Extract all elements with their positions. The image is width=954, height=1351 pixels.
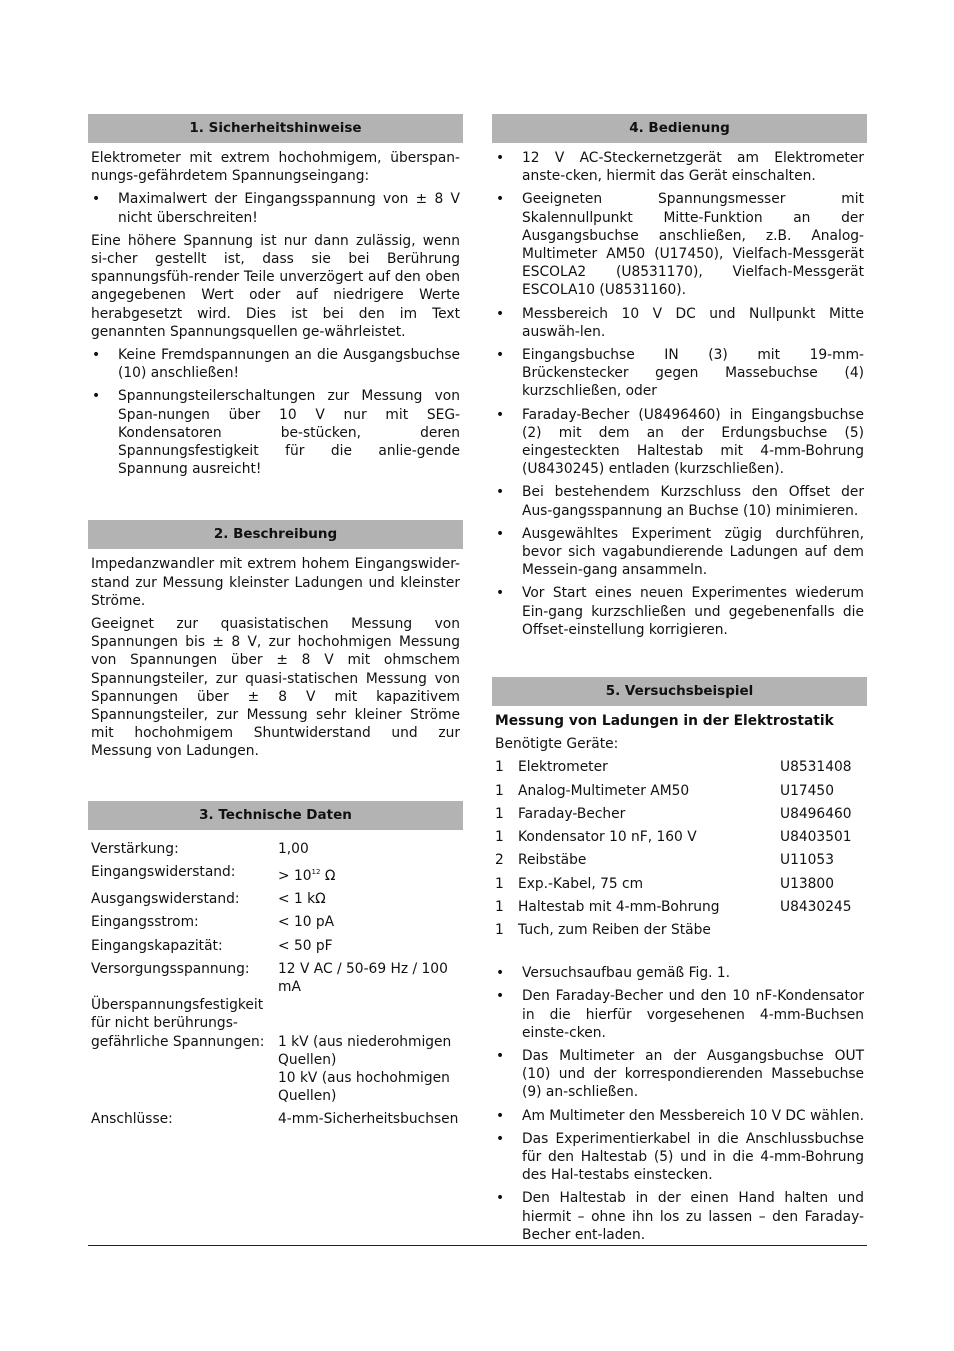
bullet-item: • Faraday-Becher (U8496460) in Eingangsbuchse (2) mit dem an der Erdungsbuchse (5) eingesteckten Haltestab mit 4-mm-Bohrung (U8430245) entladen (kurzschließen). bbox=[492, 406, 867, 479]
equipment-desc: Reibstäbe bbox=[518, 852, 587, 869]
equipment-code: U8403501 bbox=[780, 829, 852, 846]
section-operation bbox=[492, 114, 867, 639]
spec-value: 1 kV (aus niederohmigen Quellen) bbox=[278, 1033, 452, 1068]
spec-row bbox=[88, 913, 463, 931]
right-column bbox=[492, 114, 867, 1249]
equipment-desc: Tuch, zum Reiben der Stäbe bbox=[518, 921, 711, 938]
spec-value-unit: Ω bbox=[320, 867, 336, 884]
equipment-qty: 1 bbox=[495, 898, 504, 915]
equipment-qty: 1 bbox=[495, 829, 504, 846]
spec-label: Ausgangswiderstand: bbox=[91, 891, 240, 908]
equipment-row bbox=[492, 898, 867, 916]
section-heading: 4. Bedienung bbox=[492, 114, 867, 143]
bullet-item: • Am Multimeter den Messbereich 10 V DC wählen. bbox=[492, 1107, 867, 1125]
equipment-row bbox=[492, 875, 867, 893]
equipment-code: U8496460 bbox=[780, 805, 852, 822]
section-description bbox=[88, 520, 463, 760]
equipment-row bbox=[492, 805, 867, 823]
spec-label: Eingangswiderstand: bbox=[91, 863, 236, 880]
example-subtitle: Messung von Ladungen in der Elektrostatik bbox=[495, 713, 834, 730]
bullet-item: • Das Experimentierkabel in die Anschlussbuchse für den Haltestab (5) und in die 4-mm-Bohrung des Hal-testabs einstecken. bbox=[492, 1130, 867, 1185]
bullet-item: • Keine Fremdspannungen an die Ausgangsbuchse (10) anschließen! bbox=[88, 346, 463, 382]
equipment-code: U8531408 bbox=[780, 759, 852, 776]
spec-label: gefährliche Spannungen: bbox=[91, 1033, 265, 1050]
equipment-list bbox=[492, 758, 867, 939]
equipment-code: U17450 bbox=[780, 782, 834, 799]
equipment-desc: Elektrometer bbox=[518, 759, 608, 776]
equipment-qty: 1 bbox=[495, 921, 504, 938]
spec-value-exponent: 12 bbox=[311, 867, 321, 876]
section-heading: 3. Technische Daten bbox=[88, 801, 463, 830]
equipment-desc: Analog-Multimeter AM50 bbox=[518, 782, 690, 799]
bullet-item: • Messbereich 10 V DC und Nullpunkt Mitte auswäh-len. bbox=[492, 305, 867, 341]
spec-value: 1,00 bbox=[278, 840, 309, 857]
equipment-row bbox=[492, 828, 867, 846]
spec-overvoltage bbox=[88, 996, 463, 1105]
equipment-row bbox=[492, 851, 867, 869]
equipment-desc: Faraday-Becher bbox=[518, 805, 626, 822]
bullet-item: • Geeigneten Spannungsmesser mit Skalennullpunkt Mitte-Funktion an der Ausgangsbuchse anschließen, z.B. Analog-Multimeter AM50 (U17450), Vielfach-Messgerät ESCOLA2 (U8531170), Vielfach-Messgerät ESCOLA10 (U8531160). bbox=[492, 190, 867, 299]
paragraph: Impedanzwandler mit extrem hohem Eingangswider-stand zur Messung kleinster Ladungen und kleinster Ströme. bbox=[91, 556, 460, 609]
equipment-desc: Haltestab mit 4-mm-Bohrung bbox=[518, 898, 720, 915]
paragraph: Elektrometer mit extrem hochohmigem, überspan-nungs-gefährdetem Spannungseingang: bbox=[91, 150, 460, 185]
spec-label: Eingangskapazität: bbox=[91, 937, 223, 954]
spec-value: < 10 pA bbox=[278, 914, 335, 931]
spec-value-prefix: > 10 bbox=[278, 867, 312, 884]
spec-value: 12 V AC / 50-69 Hz / 100 mA bbox=[278, 960, 448, 995]
section-safety bbox=[88, 114, 463, 478]
equipment-desc: Kondensator 10 nF, 160 V bbox=[518, 829, 697, 846]
bullet-item: • Das Multimeter an der Ausgangsbuchse OUT (10) und der korrespondierenden Massebuchse (9) an-schließen. bbox=[492, 1047, 867, 1102]
bullet-item: • Vor Start eines neuen Experimentes wiederum Ein-gang kurzschließen und gegebenenfalls die Offset-einstellung korrigieren. bbox=[492, 584, 867, 639]
paragraph: Eine höhere Spannung ist nur dann zulässig, wenn si-cher gestellt ist, dass sie bei Berührung spannungsfüh-render Teile unverzögert auf den oben angegebenen Wert oder auf niedrigere Werte herabgesetzt wird. Dies ist bei den im Text genannten Spannungsquellen ge-währleistet. bbox=[91, 232, 460, 340]
spec-label: Überspannungsfestigkeit bbox=[91, 997, 264, 1014]
section-heading: 1. Sicherheitshinweise bbox=[88, 114, 463, 143]
spec-row bbox=[88, 863, 463, 885]
bullet-item: • Spannungsteilerschaltungen zur Messung von Span-nungen über 10 V nur mit SEG-Kondensatoren be-stücken, deren Spannungsfestigkeit für die anlie-gende Spannung ausreicht! bbox=[88, 387, 463, 478]
bullet-item: • Ausgewähltes Experiment zügig durchführen, bevor sich vagabundierende Ladungen auf dem Messein-gang ansammeln. bbox=[492, 525, 867, 580]
spec-row bbox=[88, 1110, 463, 1128]
equipment-code bbox=[780, 921, 864, 939]
spec-value: < 1 kΩ bbox=[278, 891, 326, 908]
equipment-qty: 1 bbox=[495, 782, 504, 799]
section-heading: 2. Beschreibung bbox=[88, 520, 463, 549]
spec-label: Versorgungsspannung: bbox=[91, 960, 250, 977]
equipment-code: U8430245 bbox=[780, 898, 852, 915]
equipment-qty: 1 bbox=[495, 875, 504, 892]
bullet-item: • Bei bestehendem Kurzschluss den Offset der Aus-gangsspannung an Buchse (10) minimieren. bbox=[492, 483, 867, 519]
spec-label: Verstärkung: bbox=[91, 840, 179, 857]
section-technical-data bbox=[88, 801, 463, 1129]
equipment-row bbox=[492, 758, 867, 776]
bullet-item: • Den Haltestab in der einen Hand halten und hiermit – ohne ihn los zu lassen – den Faraday-Becher ent-laden. bbox=[492, 1189, 867, 1244]
left-column bbox=[88, 114, 463, 1134]
bullet-item: • Versuchsaufbau gemäß Fig. 1. bbox=[492, 964, 867, 982]
spec-label: für nicht berührungs- bbox=[91, 1015, 238, 1032]
footer-rule bbox=[88, 1245, 867, 1246]
spec-value: 4-mm-Sicherheitsbuchsen bbox=[278, 1111, 459, 1128]
spec-label: Anschlüsse: bbox=[91, 1111, 173, 1128]
bullet-item: • Eingangsbuchse IN (3) mit 19-mm-Brückenstecker gegen Massebuchse (4) kurzschließen, oder bbox=[492, 346, 867, 401]
spec-row bbox=[88, 890, 463, 908]
spec-row bbox=[88, 840, 463, 858]
section-heading: 5. Versuchsbeispiel bbox=[492, 677, 867, 706]
spec-row bbox=[88, 960, 463, 996]
paragraph: Geeignet zur quasistatischen Messung von Spannungen bis ± 8 V, zur hochohmigen Messung von Spannungen über ± 8 V mit ohmschem Spannungsteiler, zur quasi-statischen Messung von Spannungen über ± 8 V mit kapazitivem Spannungsteiler, zur Messung sehr kleiner Ströme mit hochohmigem Shuntwiderstand und zur Messung von Ladungen. bbox=[91, 616, 460, 760]
bullet-item: • Maximalwert der Eingangsspannung von ± 8 V nicht überschreiten! bbox=[88, 190, 463, 226]
equipment-qty: 1 bbox=[495, 805, 504, 822]
spec-value: 10 kV (aus hochohmigen Quellen) bbox=[278, 1069, 450, 1105]
bullet-item: • 12 V AC-Steckernetzgerät am Elektrometer anste-cken, hiermit das Gerät einschalten. bbox=[492, 149, 867, 185]
spec-value bbox=[278, 863, 460, 885]
equipment-code: U11053 bbox=[780, 852, 834, 869]
equipment-code: U13800 bbox=[780, 875, 834, 892]
equipment-desc: Exp.-Kabel, 75 cm bbox=[518, 875, 644, 892]
spec-row bbox=[88, 937, 463, 955]
bullet-item: • Den Faraday-Becher und den 10 nF-Kondensator in die hierfür vorgesehenen 4-mm-Buchsen einste-cken. bbox=[492, 987, 867, 1042]
equipment-row bbox=[492, 921, 867, 939]
spec-label: Eingangsstrom: bbox=[91, 914, 199, 931]
section-example bbox=[492, 677, 867, 1244]
equipment-qty: 2 bbox=[495, 852, 504, 869]
equipment-qty: 1 bbox=[495, 759, 504, 776]
equipment-intro: Benötigte Geräte: bbox=[495, 736, 619, 753]
spec-value: < 50 pF bbox=[278, 937, 333, 954]
equipment-row bbox=[492, 782, 867, 800]
